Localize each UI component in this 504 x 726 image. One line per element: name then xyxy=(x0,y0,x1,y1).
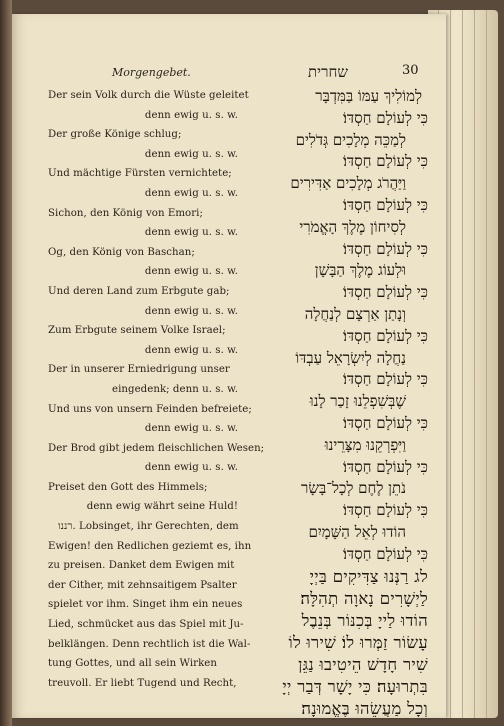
german-line: eingedenk; denn u. s. w. xyxy=(112,383,238,395)
hebrew-line: וּלְעוֹג מֶלֶךְ הַבָּשָׁן xyxy=(314,261,406,280)
german-line: denn ewig u. s. w. xyxy=(144,266,238,278)
running-head-hebrew: שחרית xyxy=(308,63,348,81)
german-line: zu preisen. Danket dem Ewigen mit xyxy=(48,560,235,572)
german-line: Og, den König von Baschan; xyxy=(48,246,195,258)
hebrew-line: בִּתְרוּעָה׃ כִּי יָשָׁר דְּבַר יְיָ xyxy=(282,676,428,696)
german-line: denn ewig u. s. w. xyxy=(144,187,238,199)
hebrew-line: לג רַנְּנוּ צַדִּיקִים בַּיְיָ xyxy=(309,566,428,586)
running-head-german: Morgengebet. xyxy=(112,66,191,79)
german-line: Der große Könige schlug; xyxy=(48,129,182,141)
hebrew-line: וַיִּפְרְקֵנוּ מִצָּרֵינוּ xyxy=(324,435,406,454)
german-line: denn ewig u. s. w. xyxy=(144,344,238,356)
german-line: Sichon, den König von Emori; xyxy=(48,207,203,219)
german-line: Der in unserer Erniedrigung unser xyxy=(48,364,230,376)
hebrew-line: עָשׂוֹר זַמְּרוּ לוֹ׃ שִׁירוּ לוֹ xyxy=(288,632,428,652)
german-line: denn ewig währt seine Huld! xyxy=(86,501,238,513)
hebrew-line: הוֹדוּ לַייָ בְּכִנּוֹר בְּנֵבֶל xyxy=(301,610,428,630)
german-line: tung Gottes, und all sein Wirken xyxy=(48,658,217,670)
german-line: denn ewig u. s. w. xyxy=(144,462,238,474)
hebrew-line: לְמוֹלִיךְ עַמּוֹ בַּמִּדְבָּר xyxy=(315,87,422,105)
hebrew-line: נַחֲלָה לְיִשְׂרָאֵל עַבְדּוֹ xyxy=(295,348,406,367)
german-line: Und uns von unsern Feinden befreiete; xyxy=(48,403,252,415)
hebrew-line: כִּי לְעוֹלָם חַסְדּוֹ׃ xyxy=(343,544,428,563)
german-line: Zum Erbgute seinem Volke Israel; xyxy=(48,325,226,337)
hebrew-line: וְכָל מַעֲשֵׂהוּ בֶּאֱמוּנָה׃ xyxy=(301,698,428,718)
german-translation-column xyxy=(48,86,265,693)
hebrew-line: שֶׁבְּשִׁפְלֵנוּ זָכַר לָנוּ xyxy=(309,392,406,411)
hebrew-line: לַיְשָׁרִים נָאוָה תְהִלָּה׃ xyxy=(300,588,428,608)
hebrew-line: כִּי לְעוֹלָם חַסְדּוֹ׃ xyxy=(343,152,428,171)
german-line: Lied, schmücket aus das Spiel mit Ju- xyxy=(48,619,244,631)
book-spine-shadow xyxy=(0,0,12,726)
hebrew-line: נֹתֵן לֶחֶם לְכָל־בָּשָׂר xyxy=(301,479,406,498)
hebrew-line: כִּי לְעוֹלָם חַסְדּוֹ׃ xyxy=(343,457,428,476)
german-line: spielet vor ihm. Singet ihm ein neues xyxy=(48,599,243,611)
hebrew-line: כִּי לְעוֹלָם חַסְדּוֹ׃ xyxy=(343,326,428,345)
german-line: Preiset den Gott des Himmels; xyxy=(48,481,208,493)
german-line: treuvoll. Er liebt Tugend und Recht, xyxy=(48,677,237,689)
hebrew-line: וְנָתַן אַרְצָם לְנַחֲלָה xyxy=(304,304,406,323)
hebrew-line: כִּי לְעוֹלָם חַסְדּוֹ׃ xyxy=(343,283,428,302)
german-line: רננו. Lobsinget, ihr Gerechten, dem xyxy=(58,521,239,533)
hebrew-line: כִּי לְעוֹלָם חַסְדּוֹ׃ xyxy=(343,413,428,432)
german-line: belklängen. Denn rechtlich ist die Wal- xyxy=(48,638,251,650)
hebrew-line: כִּי לְעוֹלָם חַסְדּוֹ׃ xyxy=(343,239,428,258)
hebrew-line: כִּי לְעוֹלָם חַסְדּוֹ׃ xyxy=(343,501,428,520)
german-line: Und deren Land zum Erbgute gab; xyxy=(48,285,230,297)
book-page xyxy=(12,14,446,718)
hebrew-text-column xyxy=(248,86,428,720)
german-line: denn ewig u. s. w. xyxy=(144,148,238,160)
hebrew-line: לְמַכֵּה מְלָכִים גְּדֹלִים xyxy=(295,130,406,149)
german-line: denn ewig u. s. w. xyxy=(144,423,238,435)
german-line: denn ewig u. s. w. xyxy=(144,227,238,239)
hebrew-line: כִּי לְעוֹלָם חַסְדּוֹ׃ xyxy=(343,195,428,214)
hebrew-line: כִּי לְעוֹלָם חַסְדּוֹ׃ xyxy=(343,108,428,127)
german-line: Ewigen! den Redlichen geziemt es, ihn xyxy=(48,540,252,552)
hebrew-line: שִׁיר חָדָשׁ הֵיטִיבוּ נַגֵּן xyxy=(298,654,428,674)
hebrew-line: כִּי לְעוֹלָם חַסְדּוֹ׃ xyxy=(343,370,428,389)
german-line: Und mächtige Fürsten vernichtete; xyxy=(48,168,232,180)
german-line: denn ewig u. s. w. xyxy=(144,305,238,317)
hebrew-line: הוֹדוּ לְאֵל הַשָּׁמָיִם xyxy=(308,522,406,541)
page-number: 30 xyxy=(402,63,419,78)
german-line: denn ewig u. s. w. xyxy=(144,109,238,121)
german-line: der Cither, mit zehnsaitigem Psalter xyxy=(48,579,237,591)
hebrew-line: לְסִיחוֹן מֶלֶךְ הָאֱמֹרִי xyxy=(299,217,406,236)
german-line: Der sein Volk durch die Wüste geleitet xyxy=(48,90,249,101)
german-line: Der Brod gibt jedem fleischlichen Wesen; xyxy=(48,442,265,454)
hebrew-line: וַיַּהֲרֹג מְלָכִים אַדִּירִים xyxy=(290,174,406,193)
